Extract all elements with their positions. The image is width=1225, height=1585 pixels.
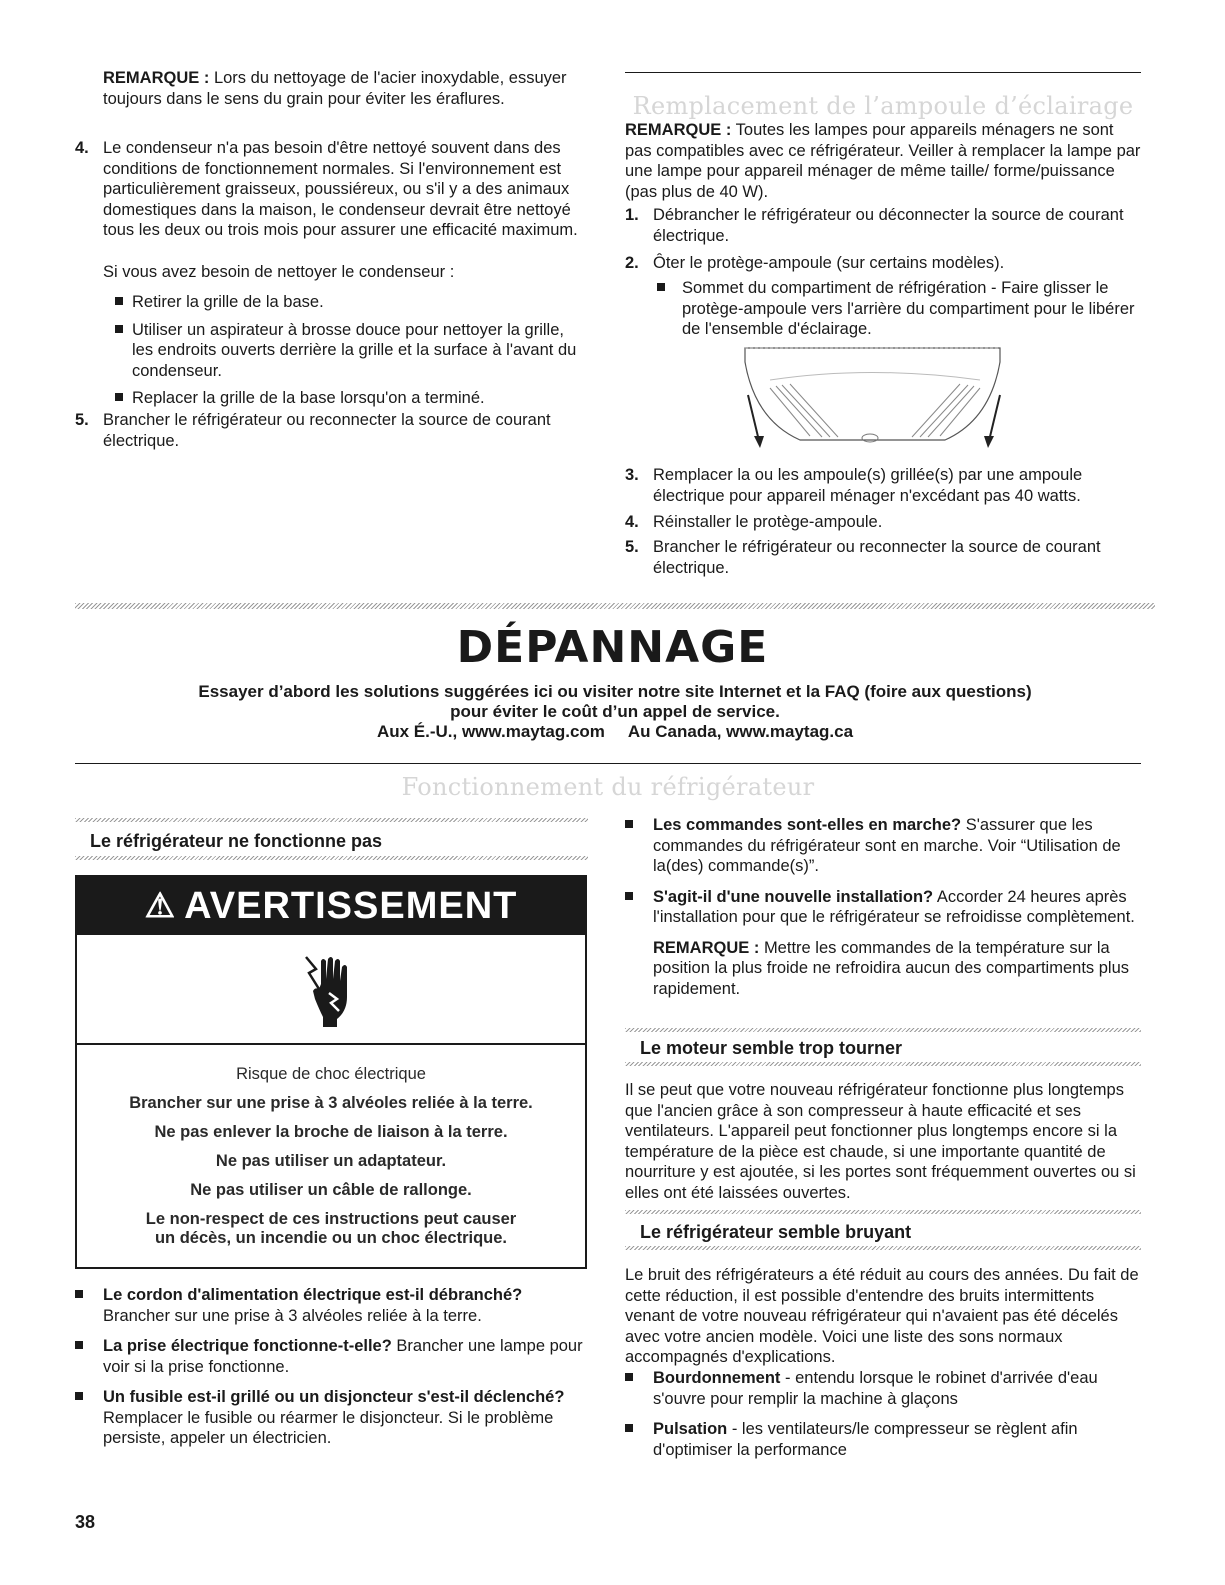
list-item: Un fusible est-il grillé ou un disjoncteur s'est-il déclenché? Remplacer le fusible ou réarmer le disjoncteur. Si le problème persiste, appeler un électricien. xyxy=(75,1387,585,1449)
hatched-divider xyxy=(625,1028,1141,1032)
warning-box xyxy=(75,875,587,1269)
light-cover-illustration xyxy=(730,340,1020,460)
hatched-divider xyxy=(625,1246,1141,1250)
bullet-icon xyxy=(75,1341,83,1349)
bullet-icon xyxy=(75,1290,83,1298)
bulb-step-2-bullet: Sommet du compartiment de réfrigération - Faire glisser le protège-ampoule vers l'arrière du compartiment pour le libérer de l'ensemble d'éclairage. xyxy=(667,278,1141,340)
condenser-bullet-list xyxy=(117,292,587,409)
depannage-title: DÉPANNAGE xyxy=(456,622,769,673)
bulb-remark xyxy=(625,120,1141,202)
warning-lines: Risque de choc électrique Brancher sur une prise à 3 alvéoles reliée à la terre. Ne pas enlever la broche de liaison à la terre. Ne pas utiliser un adaptateur. Ne pas utiliser un câble de rallonge. Le non-respect de ces instructions peut causer un décès, un incendie ou un choc électrique. xyxy=(129,1065,533,1247)
hatched-divider xyxy=(625,1210,1141,1214)
controls-remark: REMARQUE : Mettre les commandes de la température sur la position la plus froide ne refroidira aucun des compartiments plus rapidement. xyxy=(653,938,1130,998)
list-item: Replacer la grille de la base lorsqu'on a terminé. xyxy=(117,388,587,409)
bullet-icon xyxy=(625,1424,633,1432)
step-text: Le condenseur n'a pas besoin d'être nettoyé souvent dans des conditions de fonctionnement normales. Si l'environnement est particulièrement graisseux, poussiéreux, ou s'il y a des animaux domestiques dans la maison, le condenseur devrait être nettoyé tous les deux ou trois mois pour assurer une efficacité maximum. xyxy=(103,139,578,239)
bulb-step-3: 3. Remplacer la ou les ampoule(s) grillée(s) par une ampoule électrique pour appareil ménager n'excédant pas 40 watts. xyxy=(625,466,1083,505)
remark-label: REMARQUE : xyxy=(625,121,732,139)
bulb-step-2: 2. Ôter le protège-ampoule (sur certains modèles). xyxy=(625,254,1005,272)
remark-label: REMARQUE : xyxy=(103,69,210,87)
warning-banner: ⚠ AVERTISSEMENT xyxy=(77,877,585,935)
bullet-icon xyxy=(625,1373,633,1381)
list-item: Bourdonnement - entendu lorsque le robinet d'arrivée d'eau s'ouvre pour remplir la machine à glaçons xyxy=(625,1368,1141,1409)
noise-list xyxy=(625,1368,1141,1460)
bullet-icon xyxy=(115,297,123,305)
operation-heading: Fonctionnement du réfrigérateur xyxy=(401,773,815,801)
light-bulb-heading: Remplacement de l’ampoule d’éclairage xyxy=(632,92,1134,120)
section-rule xyxy=(625,72,1141,73)
bullet-icon xyxy=(625,892,633,900)
not-running-subhead: Le réfrigérateur ne fonctionne pas xyxy=(90,831,383,851)
bullet-icon xyxy=(625,820,633,828)
step-number: 4. xyxy=(75,139,89,157)
step-number: 5. xyxy=(75,411,89,429)
hatched-divider xyxy=(75,818,588,822)
list-item: Pulsation - les ventilateurs/le compresseur se règlent afin d'optimiser la performance xyxy=(625,1419,1141,1460)
hatched-divider xyxy=(75,603,1155,609)
bullet-icon xyxy=(657,283,665,291)
warning-icon-area xyxy=(77,935,585,1045)
bulb-step-1: 1. Débrancher le réfrigérateur ou déconnecter la source de courant électrique. xyxy=(625,206,1124,245)
step-text: Brancher le réfrigérateur ou reconnecter la source de courant électrique. xyxy=(103,411,551,450)
hatched-divider xyxy=(625,1062,1141,1066)
hatched-divider xyxy=(75,856,588,860)
condenser-step-4 xyxy=(75,138,583,241)
controls-checks xyxy=(625,815,1141,999)
list-item: Retirer la grille de la base. xyxy=(117,292,587,313)
remark-text: Toutes les lampes pour appareils ménagers ne sont pas compatibles avec ce réfrigérateur. Veiller à remplacer la lampe par une lampe pour appareil ménager de même taille/ forme/puissance (pas plus de 40 W). xyxy=(625,121,1141,201)
noise-text: Le bruit des réfrigérateurs a été réduit au cours des années. Du fait de cette réduction, il est possible d'entendre des bruits intermittents venant de votre nouveau réfrigérateur qui n'avaient pas été décelés avec votre ancien modèle. Voici une liste des sons normaux accompagnés d'explications. xyxy=(625,1266,1139,1366)
stainless-remark xyxy=(103,68,583,109)
section-rule xyxy=(75,763,1141,764)
motor-subhead: Le moteur semble trop tourner xyxy=(640,1038,903,1058)
depannage-intro: Essayer d’abord les solutions suggérées ici ou visiter notre site Internet et la FAQ (foire aux questions) pour éviter le coût d’un appel de service. Aux É.-U., www.maytag.com Au Canada, www.maytag.ca xyxy=(198,682,1032,741)
bullet-icon xyxy=(115,325,123,333)
list-item: La prise électrique fonctionne-t-elle? Brancher une lampe pour voir si la prise fonctionne. xyxy=(75,1336,585,1377)
motor-text: Il se peut que votre nouveau réfrigérateur fonctionne plus longtemps que l'ancien grâce à son compresseur à haute efficacité et ses ventilateurs. L'appareil peut fonctionner plus longtemps encore si la température de la pièce est chaude, si une importante quantité de nourriture y est ajoutée, si les portes sont fréquemment ouvertes ou si elles ont été laissées ouvertes. xyxy=(625,1081,1136,1202)
list-item: S'agit-il d'une nouvelle installation? Accorder 24 heures après l'installation pour que le réfrigérateur se refroidisse complètement. xyxy=(625,887,1141,928)
power-checks xyxy=(75,1285,585,1449)
electric-shock-hand-icon xyxy=(301,949,361,1029)
noise-subhead: Le réfrigérateur semble bruyant xyxy=(640,1222,912,1242)
bulb-step-4: 4. Réinstaller le protège-ampoule. xyxy=(625,513,883,531)
bullet-icon xyxy=(115,393,123,401)
bullet-icon xyxy=(75,1392,83,1400)
remark-text: Lors du nettoyage de l'acier inoxydable, essuyer toujours dans le sens du grain pour éviter les éraflures. xyxy=(103,69,567,108)
bulb-step-5: 5. Brancher le réfrigérateur ou reconnecter la source de courant électrique. xyxy=(625,538,1101,577)
page-number: 38 xyxy=(75,1512,96,1532)
condenser-step-5 xyxy=(75,410,583,451)
condenser-step-4-sub: Si vous avez besoin de nettoyer le condenseur : xyxy=(103,263,455,281)
warning-triangle-icon: ⚠ xyxy=(144,887,177,925)
list-item: Le cordon d'alimentation électrique est-il débranché? Brancher sur une prise à 3 alvéoles reliée à la terre. xyxy=(75,1285,585,1326)
list-item: Utiliser un aspirateur à brosse douce pour nettoyer la grille, les endroits ouverts derrière la grille et la surface à l'avant du condenseur. xyxy=(117,320,587,382)
list-item: Les commandes sont-elles en marche? S'assurer que les commandes du réfrigérateur sont en marche. Voir “Utilisation de la(des) commande(s)”. xyxy=(625,815,1141,877)
